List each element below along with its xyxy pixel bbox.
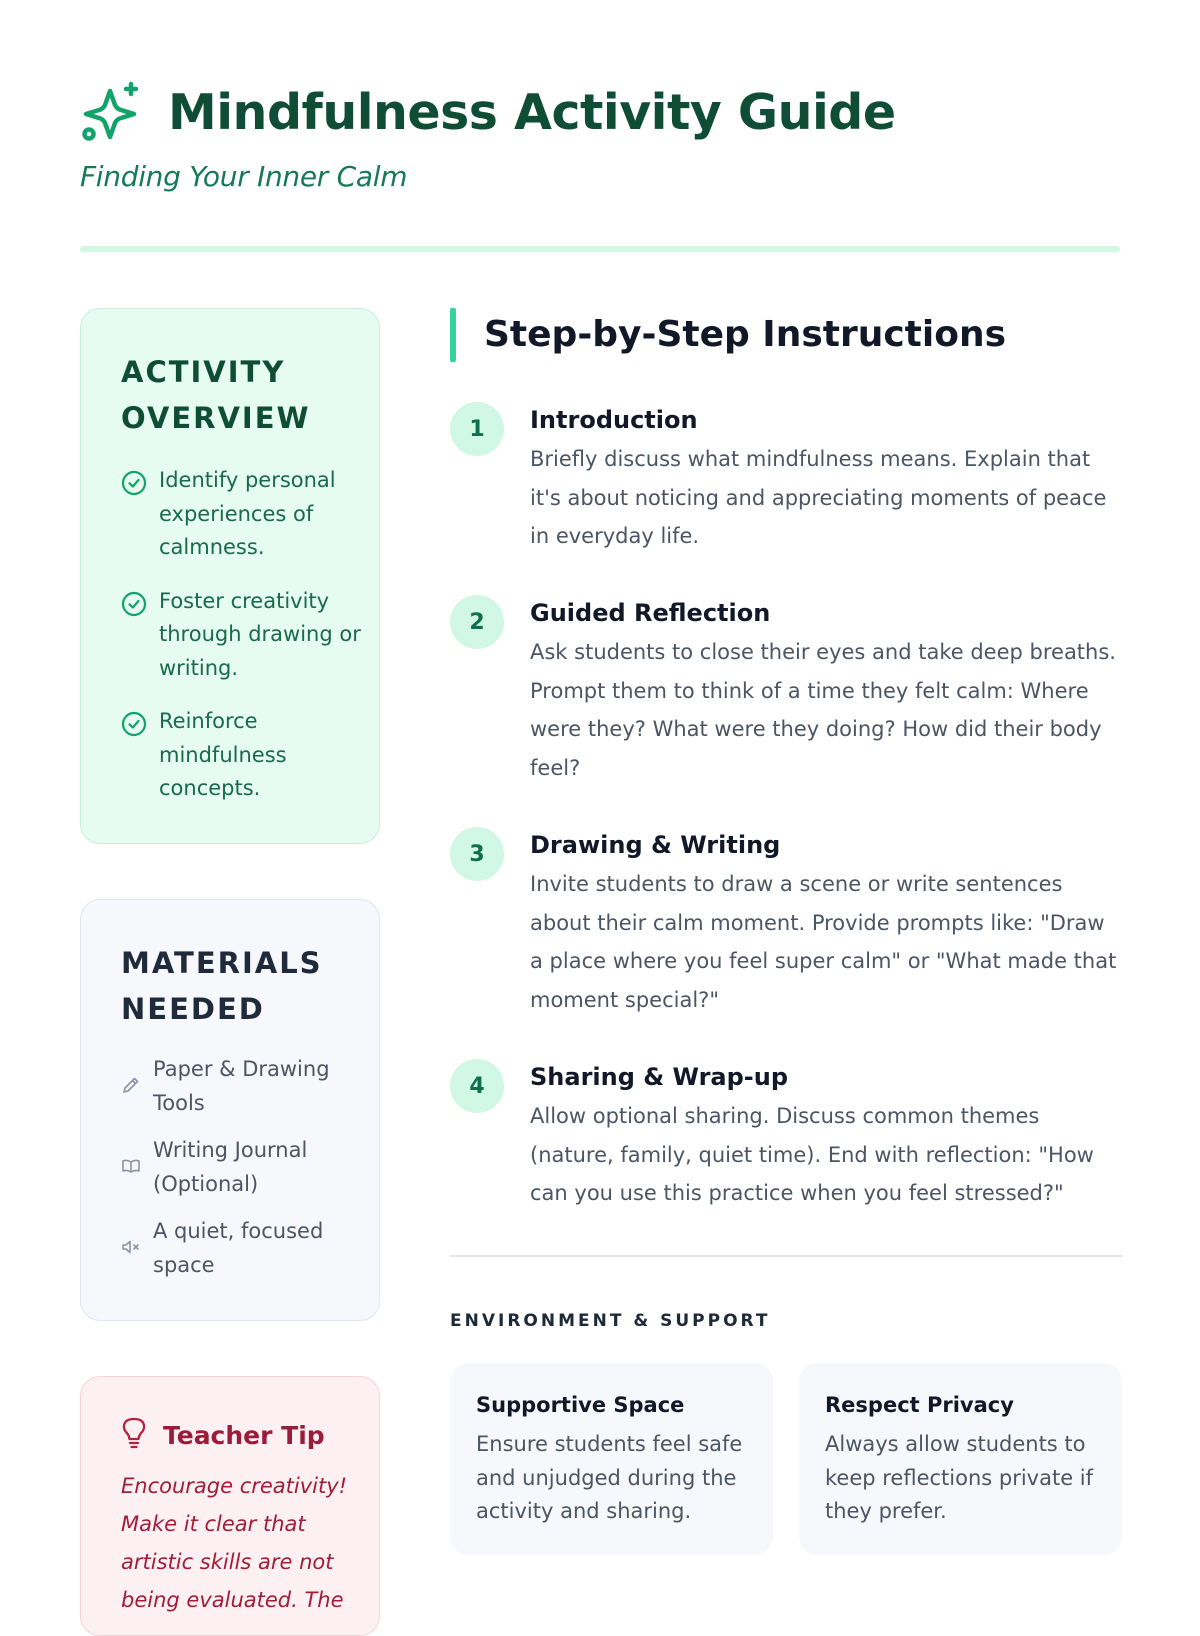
step-title: Sharing & Wrap-up [530, 1063, 789, 1091]
step-description: Ask students to close their eyes and take deep breaths. Prompt them to think of a time they felt calm: Where were they? What were they doing? How did their body feel? [530, 640, 1116, 780]
step-item [450, 827, 1122, 1027]
teacher-tip-text: Encourage creativity! Make it clear that artistic skills are not being evaluated. The [121, 1474, 348, 1612]
materials-list [121, 1053, 361, 1296]
materials-card [80, 899, 380, 1321]
section-accent-bar [450, 308, 456, 362]
teacher-tip-header [121, 1417, 325, 1453]
sparkles-icon [80, 81, 142, 143]
supportive-space-card [450, 1363, 773, 1555]
material-label: A quiet, focused space [153, 1219, 324, 1277]
step-item [450, 595, 1122, 795]
overview-item-text: Reinforce mindfulness concepts. [159, 709, 287, 800]
volume-mute-icon [121, 1237, 141, 1261]
env-card-title: Respect Privacy [825, 1393, 1014, 1417]
step-title: Guided Reflection [530, 599, 771, 627]
instructions-heading: Step-by-Step Instructions [484, 314, 1007, 355]
teacher-tip-title: Teacher Tip [163, 1420, 325, 1450]
step-number-badge: 3 [450, 827, 504, 881]
step-number-badge: 2 [450, 595, 504, 649]
check-circle-icon [121, 585, 147, 686]
page-header [80, 78, 1120, 193]
page-subtitle: Finding Your Inner Calm [80, 160, 408, 193]
overview-list [121, 464, 361, 826]
lightbulb-icon [121, 1417, 147, 1453]
step-title: Introduction [530, 406, 698, 434]
material-label: Paper & Drawing Tools [153, 1057, 330, 1115]
material-label: Writing Journal (Optional) [153, 1138, 308, 1196]
env-card-body: Ensure students feel safe and unjudged during the activity and sharing. [476, 1432, 743, 1523]
env-card-title: Supportive Space [476, 1393, 685, 1417]
list-item [121, 1215, 361, 1282]
book-open-icon [121, 1156, 141, 1180]
respect-privacy-card [799, 1363, 1122, 1555]
list-item [121, 1134, 361, 1201]
overview-item-text: Identify personal experiences of calmness. [159, 468, 336, 559]
list-item [121, 705, 361, 806]
overview-item-text: Foster creativity through drawing or writing. [159, 588, 361, 680]
pencil-icon [121, 1075, 141, 1099]
step-description: Invite students to draw a scene or write sentences about their calm moment. Provide prompts like: "Draw a place where you feel super calm" or "What made that moment special?" [530, 872, 1117, 1012]
page-title: Mindfulness Activity Guide [168, 83, 896, 141]
step-item [450, 402, 1122, 562]
title-row [80, 78, 1120, 146]
list-item [121, 1053, 361, 1120]
list-item [121, 464, 361, 565]
check-circle-icon [121, 705, 147, 806]
step-item [450, 1059, 1122, 1219]
step-number-badge: 4 [450, 1059, 504, 1113]
step-number-badge: 1 [450, 402, 504, 456]
header-divider [80, 246, 1120, 252]
step-title: Drawing & Writing [530, 831, 781, 859]
materials-heading: MATERIALS NEEDED [121, 946, 323, 1026]
check-circle-icon [121, 464, 147, 565]
step-description: Allow optional sharing. Discuss common themes (nature, family, quiet time). End with reflection: "How can you use this practice when you feel stressed?" [530, 1104, 1094, 1205]
env-card-body: Always allow students to keep reflections private if they prefer. [825, 1432, 1094, 1523]
section-divider [450, 1255, 1122, 1257]
activity-overview-heading: ACTIVITY OVERVIEW [121, 355, 311, 435]
teacher-tip-card [80, 1376, 380, 1636]
step-description: Briefly discuss what mindfulness means. Explain that it's about noticing and appreciating moments of peace in everyday life. [530, 447, 1107, 548]
list-item [121, 585, 361, 686]
environment-label: ENVIRONMENT & SUPPORT [450, 1311, 771, 1331]
activity-overview-card [80, 308, 380, 844]
